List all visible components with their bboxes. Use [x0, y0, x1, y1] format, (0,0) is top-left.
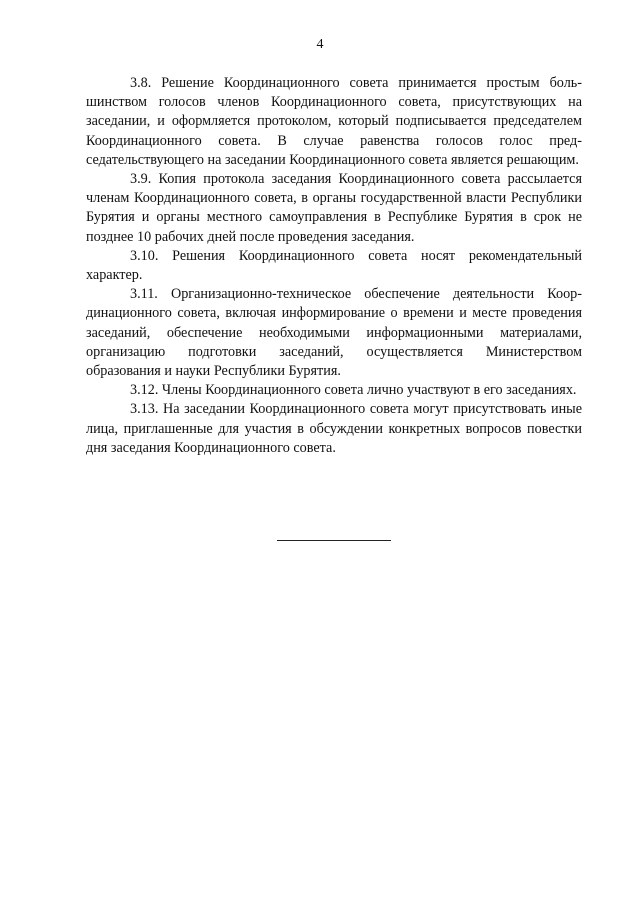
- paragraph-3-11: 3.11. Организационно-техническое обеспечение деятельности Координационного совета, включая информирование о времени и месте проведения заседаний, обеспечение необходимыми информационными материалами, организацию подготовки заседаний, осуществляется Министерством образования и науки Республики Бурятия.: [86, 286, 582, 380]
- end-separator-line: [277, 540, 391, 541]
- paragraph-3-8: 3.8. Решение Координационного совета принимается простым большинством голосов членов Координационного совета, присутствующих на заседании, и оформляется протоколом, который подписывается председателем Координационного совета. В случае равенства голосов голос председательствующего на заседании Координационного совета является решающим.: [86, 75, 582, 168]
- document-body: [86, 74, 582, 458]
- paragraph-3-13: 3.13. На заседании Координационного совета могут присутствовать иные лица, приглашенные для участия в обсуждении конкретных вопросов повестки дня заседания Координационного совета.: [86, 401, 582, 456]
- paragraph-3-10: 3.10. Решения Координационного совета носят рекомендательный характер.: [86, 247, 582, 284]
- paragraph-3-9: 3.9. Копия протокола заседания Координационного совета рассылается членам Координационного совета, в органы государственной власти Республики Бурятия и органы местного самоуправления в Республике Бурятия в срок не позднее 10 рабочих дней после проведения заседания.: [86, 171, 582, 245]
- paragraph-3-12: 3.12. Члены Координационного совета лично участвуют в его заседаниях.: [130, 382, 577, 399]
- page-number: 4: [316, 37, 324, 52]
